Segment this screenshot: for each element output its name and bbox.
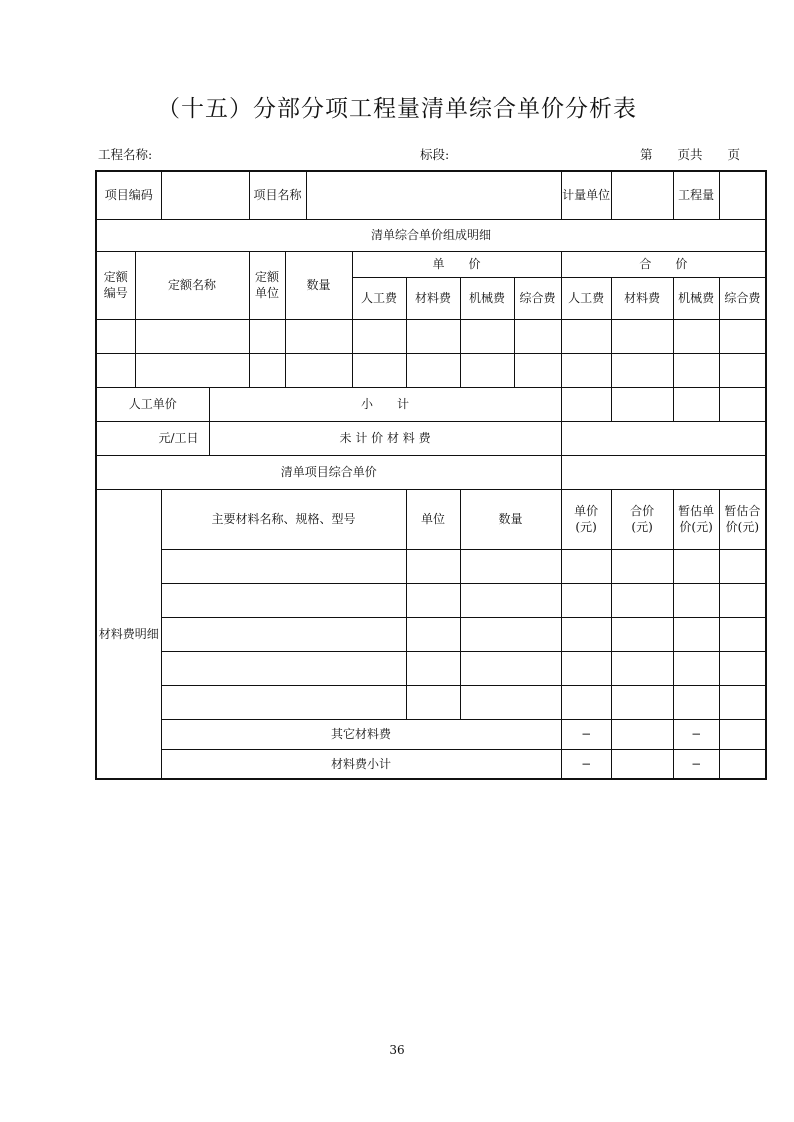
cell[interactable] <box>673 319 719 353</box>
cell[interactable] <box>135 319 249 353</box>
unit-label: 计量单位 <box>561 171 611 219</box>
tp-overall-header: 综合费 <box>719 277 766 319</box>
cell[interactable] <box>719 685 766 719</box>
cell[interactable] <box>460 617 561 651</box>
tp-machine-header: 机械费 <box>673 277 719 319</box>
cell[interactable] <box>561 583 611 617</box>
cell[interactable] <box>611 719 673 749</box>
quota-row <box>96 353 766 387</box>
quota-name-header: 定额名称 <box>135 251 249 319</box>
unit-price-header: 单 价 <box>352 251 561 277</box>
cell[interactable] <box>249 353 285 387</box>
quota-row <box>96 319 766 353</box>
cell[interactable] <box>161 617 406 651</box>
quota-code-line1: 定额 <box>103 269 128 284</box>
cell[interactable] <box>460 353 514 387</box>
material-total-header <box>611 489 673 549</box>
material-row <box>96 617 766 651</box>
material-row <box>96 583 766 617</box>
cell[interactable] <box>161 549 406 583</box>
item-info-row <box>96 171 766 219</box>
material-row <box>96 685 766 719</box>
cell[interactable] <box>406 353 460 387</box>
cell[interactable] <box>561 353 611 387</box>
cell[interactable] <box>561 319 611 353</box>
composition-title: 清单综合单价组成明细 <box>96 219 766 251</box>
material-unit-header: 单位 <box>406 489 460 549</box>
other-material-label: 其它材料费 <box>161 719 561 749</box>
cell[interactable] <box>719 353 766 387</box>
est-total-line2: 价(元) <box>725 520 760 534</box>
cell[interactable] <box>285 353 352 387</box>
cell[interactable] <box>352 319 406 353</box>
item-overall-price-value[interactable] <box>561 455 766 489</box>
other-material-dash: − <box>673 719 719 749</box>
est-unit-price-header <box>673 489 719 549</box>
cell[interactable] <box>561 617 611 651</box>
cell[interactable] <box>611 749 673 779</box>
cell[interactable] <box>96 353 135 387</box>
cell[interactable] <box>561 685 611 719</box>
item-name-label: 项目名称 <box>249 171 306 219</box>
est-unit-price-line1: 暂估单 <box>678 503 715 518</box>
cell[interactable] <box>611 651 673 685</box>
material-unit-price-header <box>561 489 611 549</box>
page-title: （十五）分部分项工程量清单综合单价分析表 <box>157 96 637 122</box>
material-row <box>96 549 766 583</box>
cell[interactable] <box>719 549 766 583</box>
material-subtotal-dash: − <box>561 749 611 779</box>
section-label: 标段: <box>420 147 450 162</box>
item-code-value[interactable] <box>161 171 249 219</box>
cell[interactable] <box>406 319 460 353</box>
material-total-line1: 合价 <box>630 503 655 518</box>
material-total-line2: (元) <box>631 520 653 534</box>
quantity-label: 工程量 <box>673 171 719 219</box>
project-name-label: 工程名称: <box>98 147 153 162</box>
total-price-header: 合 价 <box>561 251 766 277</box>
cell[interactable] <box>719 319 766 353</box>
quantity-value[interactable] <box>719 171 766 219</box>
cell[interactable] <box>514 319 561 353</box>
cell[interactable] <box>460 549 561 583</box>
cell[interactable] <box>249 319 285 353</box>
up-overall-header: 综合费 <box>514 277 561 319</box>
tp-material-header: 材料费 <box>611 277 673 319</box>
cell[interactable] <box>460 685 561 719</box>
cell[interactable] <box>406 617 460 651</box>
est-unit-price-line2: 价(元) <box>679 520 713 534</box>
cell[interactable] <box>611 617 673 651</box>
cell[interactable] <box>673 685 719 719</box>
cell[interactable] <box>673 617 719 651</box>
cell[interactable] <box>514 353 561 387</box>
up-material-header: 材料费 <box>406 277 460 319</box>
cell[interactable] <box>611 685 673 719</box>
material-qty-header: 数量 <box>460 489 561 549</box>
main-material-header: 主要材料名称、规格、型号 <box>161 489 406 549</box>
up-labor-header: 人工费 <box>352 277 406 319</box>
est-total-line1: 暂估合 <box>724 503 761 518</box>
cell[interactable] <box>673 353 719 387</box>
material-subtotal-dash: − <box>673 749 719 779</box>
cell[interactable] <box>352 353 406 387</box>
cell[interactable] <box>719 583 766 617</box>
quota-unit-line1: 定额 <box>255 269 280 284</box>
cell[interactable] <box>673 583 719 617</box>
cell[interactable] <box>460 583 561 617</box>
tp-labor-header: 人工费 <box>561 277 611 319</box>
material-subtotal-label: 材料费小计 <box>161 749 561 779</box>
item-code-label: 项目编码 <box>96 171 161 219</box>
cell[interactable] <box>135 353 249 387</box>
cell[interactable] <box>96 319 135 353</box>
page-count-label: 第 页共 页 <box>640 147 741 162</box>
material-detail-label: 材料费明细 <box>96 489 161 779</box>
other-material-dash: − <box>561 719 611 749</box>
cell[interactable] <box>161 583 406 617</box>
cell[interactable] <box>673 651 719 685</box>
cell[interactable] <box>611 387 673 421</box>
labor-unit-price-label: 人工单价 <box>96 387 209 421</box>
per-workday-label: 元/工日 <box>96 421 209 455</box>
cell[interactable] <box>460 319 514 353</box>
cell[interactable] <box>460 651 561 685</box>
est-total-header <box>719 489 766 549</box>
page-number: 36 <box>389 1043 405 1057</box>
cell[interactable] <box>161 685 406 719</box>
material-row <box>96 651 766 685</box>
cell[interactable] <box>406 685 460 719</box>
cell[interactable] <box>719 387 766 421</box>
quota-code-header <box>96 251 135 319</box>
unpriced-material-label: 未 计 价 材 料 费 <box>209 421 561 455</box>
cell[interactable] <box>406 583 460 617</box>
item-name-value[interactable] <box>306 171 561 219</box>
cell[interactable] <box>406 651 460 685</box>
cell[interactable] <box>611 319 673 353</box>
material-unit-price-line1: 单价 <box>574 503 599 518</box>
cell[interactable] <box>719 719 766 749</box>
cell[interactable] <box>161 651 406 685</box>
qty-header: 数量 <box>285 251 352 319</box>
quota-unit-header <box>249 251 285 319</box>
cell[interactable] <box>561 387 611 421</box>
unit-value[interactable] <box>611 171 673 219</box>
cell[interactable] <box>719 651 766 685</box>
cell[interactable] <box>611 353 673 387</box>
subtotal-label: 小 计 <box>209 387 561 421</box>
material-unit-price-line2: (元) <box>575 520 597 534</box>
analysis-table <box>95 170 767 780</box>
unpriced-material-value[interactable] <box>561 421 766 455</box>
cell[interactable] <box>673 387 719 421</box>
item-overall-price-label: 清单项目综合单价 <box>96 455 561 489</box>
up-machine-header: 机械费 <box>460 277 514 319</box>
cell[interactable] <box>719 617 766 651</box>
cell[interactable] <box>611 583 673 617</box>
cell[interactable] <box>561 651 611 685</box>
cell[interactable] <box>611 549 673 583</box>
cell[interactable] <box>285 319 352 353</box>
cell[interactable] <box>561 549 611 583</box>
cell[interactable] <box>673 549 719 583</box>
cell[interactable] <box>719 749 766 779</box>
quota-code-line2: 编号 <box>103 286 128 300</box>
cell[interactable] <box>406 549 460 583</box>
quota-unit-line2: 单位 <box>255 286 280 300</box>
